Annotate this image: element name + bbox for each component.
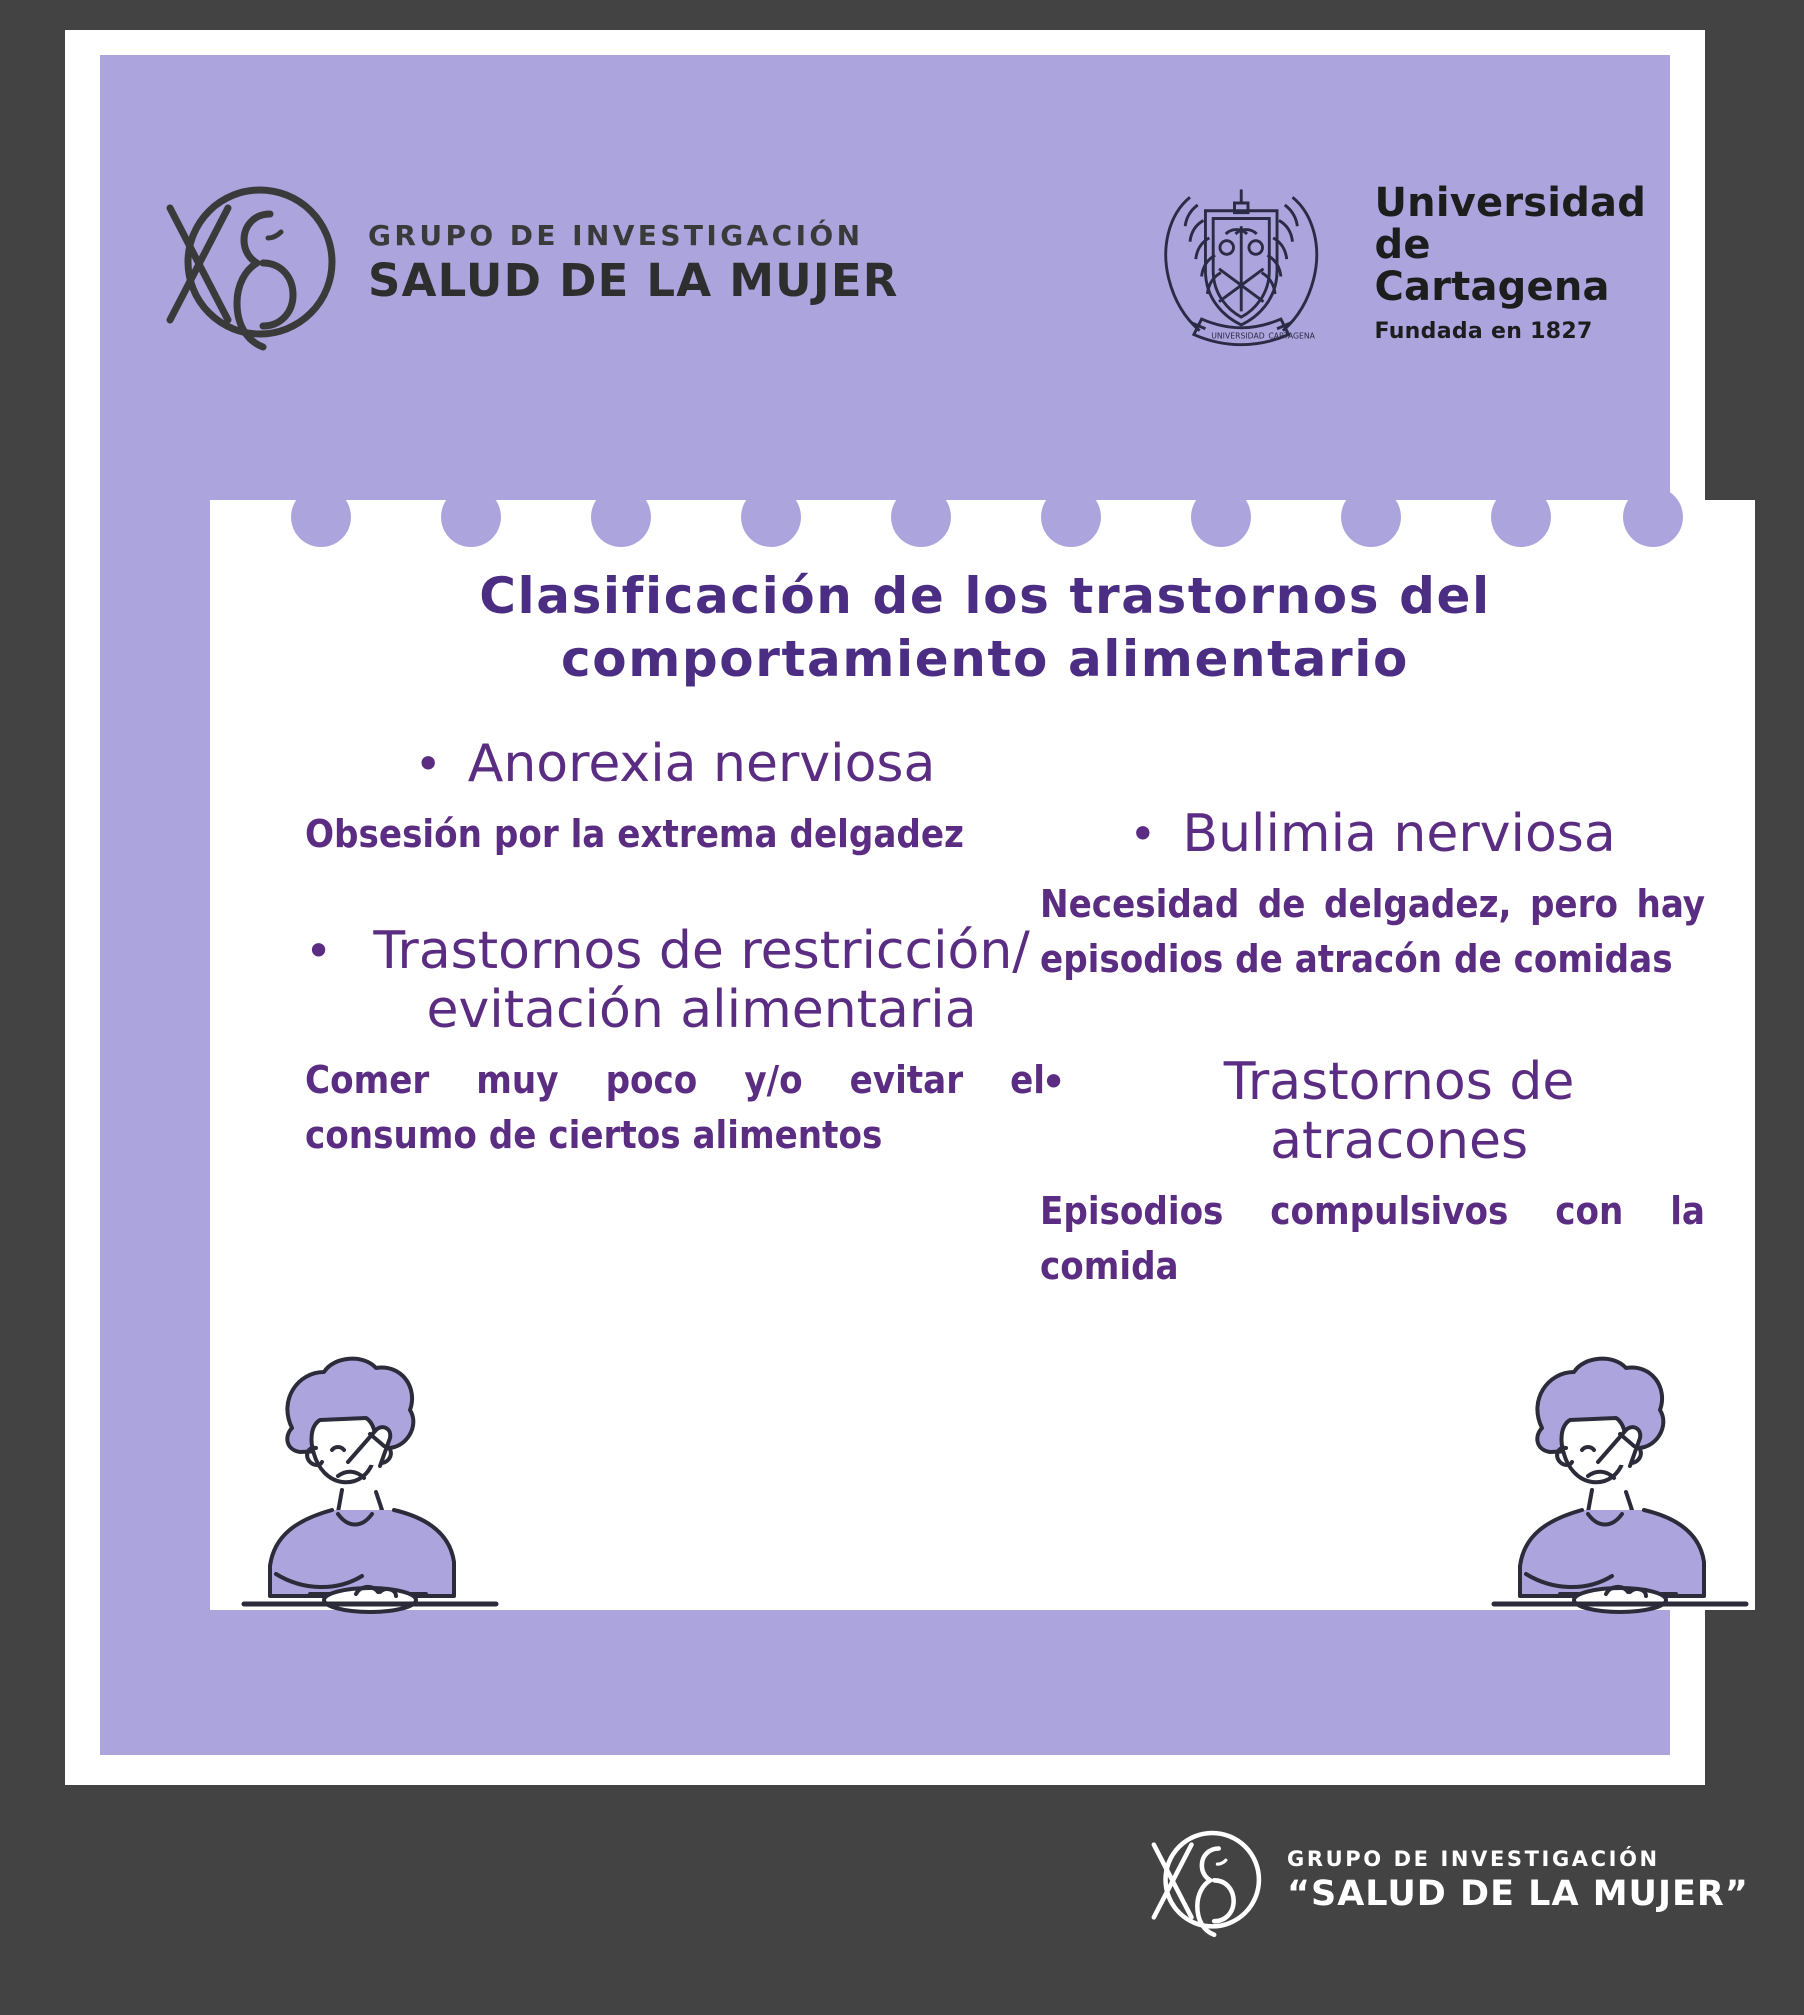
research-group-logo-text	[368, 219, 899, 307]
research-group-logo	[150, 170, 899, 355]
footer-logo-line2: “SALUD DE LA MUJER”	[1287, 1873, 1749, 1914]
disorder-item	[1040, 1053, 1705, 1294]
disorder-title-row	[305, 735, 1045, 793]
lavender-panel	[100, 55, 1705, 1755]
disorder-item	[305, 735, 1045, 862]
disorder-title: Trastornos de atracones	[1223, 1052, 1575, 1171]
notepad-sheet	[210, 500, 1755, 1610]
disorder-description: Episodios compulsivos con la comida	[1040, 1188, 1705, 1288]
bullet-icon: •	[414, 737, 442, 791]
bullet-icon: •	[1129, 807, 1157, 861]
disorder-title-row	[1040, 805, 1705, 863]
svg-text:CARTAGENA: CARTAGENA	[1268, 331, 1315, 341]
university-logo	[1130, 165, 1670, 360]
right-column	[1040, 805, 1705, 1328]
disorder-description: Necesidad de delgadez, pero hay episodios de atracón de comidas	[1040, 882, 1705, 982]
university-founded-line: Fundada en 1827	[1374, 318, 1593, 344]
disorder-item	[305, 922, 1045, 1163]
poster-header	[100, 55, 1670, 485]
disorder-description: Comer muy poco y/o evitar el consumo de ciertos alimentos	[305, 1057, 1045, 1157]
disorder-title: Bulimia nerviosa	[1182, 804, 1616, 864]
footer-logo-line1: GRUPO DE INVESTIGACIÓN	[1287, 1846, 1660, 1871]
disorder-title: Anorexia nerviosa	[467, 734, 936, 794]
university-name-line2: de Cartagena	[1374, 221, 1610, 310]
person-eating-icon	[220, 1342, 520, 1632]
person-eating-icon	[1470, 1342, 1770, 1632]
disorder-item	[1040, 805, 1705, 987]
footer-logo-text	[1287, 1846, 1749, 1914]
footer-logo	[1140, 1820, 1749, 1940]
left-column	[305, 735, 1045, 1197]
university-logo-text	[1374, 179, 1670, 344]
bullet-icon: •	[1040, 1055, 1068, 1110]
bullet-icon: •	[305, 924, 333, 979]
university-crest-icon	[1130, 165, 1352, 360]
disorder-title: Trastornos de restricción/ evitación alimentaria	[373, 921, 1030, 1040]
university-name-line1: Universidad	[1374, 179, 1647, 226]
svg-text:UNIVERSIDAD: UNIVERSIDAD	[1211, 331, 1265, 341]
disorder-title-row	[305, 922, 1045, 1038]
page-title: Clasificación de los trastornos del comportamiento alimentario	[479, 567, 1491, 688]
pregnant-woman-circle-icon	[1140, 1820, 1265, 1940]
research-group-logo-line2: SALUD DE LA MUJER	[368, 254, 899, 307]
pregnant-woman-circle-icon	[150, 170, 340, 355]
disorder-description: Obsesión por la extrema delgadez	[305, 812, 964, 857]
research-group-logo-line1: GRUPO DE INVESTIGACIÓN	[368, 219, 864, 252]
disorder-title-row	[1040, 1053, 1705, 1169]
